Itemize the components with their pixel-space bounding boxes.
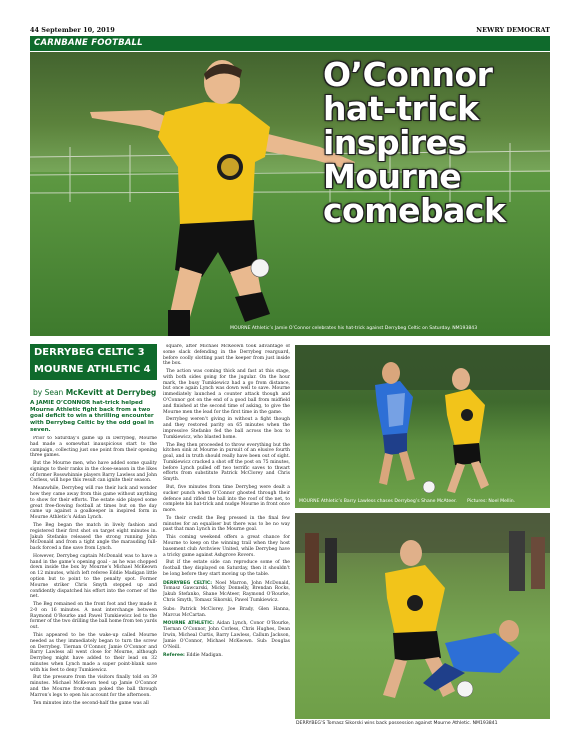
team-name-home: DERRYBEG CELTIC: [163, 580, 213, 586]
photo3-caption: DERRYBEG’S Tomasz Sikorski wins back possession against Mourne Athletic. NM193841 [296, 721, 498, 726]
paragraph: To their credit the Beg pressed in the final few minutes for an equaliser but there was to be no way past that man Lynch in the Mourne goal. [163, 515, 290, 533]
referee-line [163, 653, 290, 659]
paragraph: But if the estate side can reproduce some of the football they displayed on Saturday, then it shouldn’t be long before they start moving up the table. [163, 560, 290, 577]
team-name-away: MOURNE ATHLETIC: [163, 621, 215, 627]
hero-caption: MOURNE Athletic’s Jamie O’Connor celebrates his hat-trick against Derrybeg Celtic on Saturday. NM193843 [230, 326, 478, 331]
match-photo-3 [295, 513, 550, 719]
paragraph: Derrybeg weren’t giving in without a fight though and they restored parity on 65 minutes when the impressive Stefanko fed the ball across the box to Tumkiewicz, who blasted home. [163, 417, 290, 440]
headline-line-5: comeback [323, 191, 506, 230]
photo2-credit: Pictures: Noel Mellin. [467, 499, 516, 504]
score-home: DERRYBEG CELTIC 3 [34, 347, 145, 358]
section-bar [30, 36, 550, 51]
paragraph: Meanwhile, Derrybeg will rue their luck and wonder how they came away from this game without anything to show for their efforts. The estate side played some great free-flowing football at times but on the day came up against a goalkeeper in inspired form in Mourne Athletic’s Aidan Lynch. [30, 486, 157, 521]
match-photo-2 [295, 345, 550, 508]
headline-line-3: inspires [323, 123, 467, 162]
paragraph: However, Derrybeg captain McDonald was to have a hand in the game’s opening goal - as he was chopped down inside the box by Mourne’s Michael McKeown on 12 minutes, which left referee Eddie Madigan little option but to point to the penalty spot. Former Mourne striker Chris Smyth stepped up and confidently dispatched his effort into the corner of the net. [30, 553, 157, 600]
paragraph: This appeared to be the wake-up called Mourne needed as they immediately began to turn the screw on Derrybeg. Tiernan O’Connor, Jamie O’Connor and Barry Lawless all went close for Mourne, although Derrybeg might have added to their lead on 32 minutes when Lynch made a super point-blank save with his feet to deny Tumkiewicz. [30, 633, 157, 673]
paragraph: square, after Michael McKeown took advantage of some slack defending in the Derrybeg rearguard, before coolly slotting past the keeper from just inside the box. [163, 344, 290, 367]
paragraph: The action was coming thick and fast at this stage, with both sides going for the jugular. On the hour mark, the busy Tumkiewicz had a go from distance, but once again Lynch was down well to save. Mourne immediately launched a counter attack though and O’Connor got on the end of a good ball from midfield and finished at the second time of asking, to give the Mourne men the lead for the first time in the game. [163, 369, 290, 415]
team-lineup-away [163, 621, 290, 650]
paragraph: The Beg remained on the front foot and they made it 2-0 on 16 minutes. A neat interchange between Raymond O’Rourke and Pawel Tumkiewicz led to the former of the two drilling the ball home from ten yards out. [30, 602, 157, 631]
referee-label: Referee: [163, 653, 185, 659]
score-box [30, 344, 157, 380]
headline [323, 55, 553, 230]
photo2-caption [299, 499, 515, 504]
article-column-2 [163, 344, 290, 729]
byline-author: McKevitt at Derrybeg [65, 388, 157, 397]
team-players-home: Noel Marron, John McDonald, Tomasz Gawcarski, Micky Donnelly, Brendan Rocks, Jakub Stefanko, Shane McAteer, Raymond O’Rourke, Chris Smyth, Tomasz Sikorski, Pawel Tumkiewicz. [163, 580, 290, 604]
paragraph: The Beg then proceeded to throw everything but the kitchen sink at Mourne in pursuit of an elusive fourth goal, and in truth should really have been out of sight. Tumkiewicz cracked a shot off the post on 75 minutes, before Lynch pulled off two terrific saves to thwart efforts from substitute Patrick McClorey and Chris Smyth. [163, 442, 290, 483]
paragraph: The Beg began the match in lively fashion and registered their first shot on target eight minutes in. Jakub Stefanko released the strong running John McDonald and from a tight angle the marauding full-back forced a fine save from Lynch. [30, 522, 157, 552]
team-subs-home: Subs: Patrick McClorey, Joe Brady, Glen Hanna, Marcus McCartan. [163, 606, 290, 618]
headline-line-2: hat-trick [323, 89, 479, 128]
headline-line-4: Mourne [323, 157, 462, 196]
page-header-line [30, 26, 550, 36]
section-label: CARNBANE FOOTBALL [34, 38, 143, 48]
referee-name: Eddie Madigan. [184, 653, 223, 659]
byline-prefix: by Sean [33, 388, 66, 397]
score-away: MOURNE ATHLETIC 4 [34, 364, 151, 375]
paragraph: This coming weekend offers a great chance for Mourne to keep on the winning trail when they host basement club Archview United, while Derrybeg have a tricky game against Ashgrove Rovers. [163, 535, 290, 558]
paper-name: NEWRY DEMOCRAT [476, 26, 550, 34]
byline [33, 388, 156, 397]
intro-paragraph: A JAMIE O’CONNOR hat-trick helped Mourne Athletic fight back from a two goal deficit to win a thrilling encounter with Derrybeg Celtic by the odd goal in seven. [30, 400, 154, 433]
photo2-caption-text: MOURNE Athletic’s Barry Lawless chases Derrybeg’s Shane McAteer. [299, 499, 457, 504]
paragraph: But the pressure from the visitors finally told on 39 minutes. Michael McKeown teed up Jamie O’Connor and the Mourne front-man poked the ball through Marron’s legs to open his account for the afternoon. [30, 675, 157, 698]
photo2-figures [295, 345, 550, 508]
team-lineup-home [163, 581, 290, 604]
article-column-1 [30, 436, 157, 726]
paragraph: Prior to Saturday’s game up in Derrybeg, Mourne had made a somewhat inauspicious start to the campaign, collecting just one point from their opening three games. [30, 436, 157, 459]
paragraph: Ten minutes into the second-half the game was all [33, 700, 149, 706]
photo3-figures [295, 513, 550, 719]
page-info: 44 September 10, 2019 [30, 26, 115, 34]
paragraph: But, five minutes from time Derrybeg were dealt a sucker punch when O’Connor ghosted through their defence and rifled the ball into the roof of the net, to complete his hat-trick and nudge Mourne in front once more. [163, 484, 290, 514]
team-players-away: Aidan Lynch, Conor O’Rourke, Tiernan O’Connor, John Corless, Chris Hughes, Dean Irwin, Micheal Curtis, Barry Lawless, Callum Jackson, Jamie O’Connor, Michael McKeown. Sub: Douglas O’Neill. [163, 621, 290, 650]
headline-line-1: O’Connor [323, 55, 493, 94]
paragraph: But the Mourne men, who have added some quality signings to their ranks in the close-season in the likes of former Rosswhinnie players Barry Lawless and John Corless, will hope this result can ignite their season. [30, 461, 157, 484]
